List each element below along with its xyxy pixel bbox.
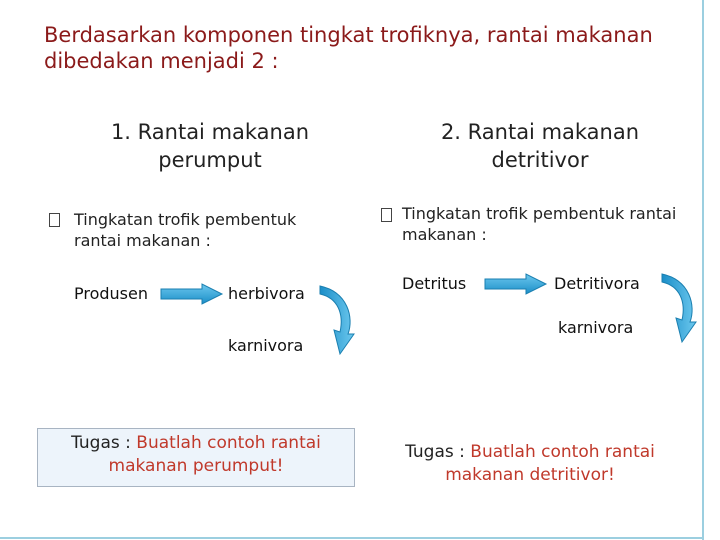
- task-text-detritivor: [380, 441, 680, 487]
- term-detritivora: Detritivora: [554, 274, 640, 293]
- bullet-icon: [49, 213, 60, 227]
- task-highlight-text: Buatlah contoh rantai makanan perumput!: [108, 433, 321, 476]
- heading-rantai-detritivor: 2. Rantai makanan detritivor: [440, 120, 640, 172]
- slide-border-right: [702, 0, 704, 540]
- heading-rantai-perumput: 1. Rantai makanan perumput: [110, 120, 310, 172]
- curved-arrow-icon: [660, 272, 702, 344]
- task-label: Tugas :: [405, 442, 471, 462]
- slide-title: Berdasarkan komponen tingkat trofiknya, rantai makanan dibedakan menjadi 2 :: [44, 23, 653, 73]
- task-highlight-text: Buatlah contoh rantai makanan detritivor!: [445, 442, 655, 485]
- task-label: Tugas :: [71, 433, 137, 453]
- term-herbivora: herbivora: [228, 284, 305, 303]
- right-arrow-icon: [160, 283, 224, 305]
- slide-border-bottom: [0, 537, 704, 539]
- curved-arrow-icon: [318, 284, 360, 356]
- term-produsen: Produsen: [74, 284, 148, 303]
- bullet-icon: [381, 208, 392, 222]
- term-karnivora-perumput: karnivora: [228, 336, 304, 355]
- term-detritus: Detritus: [402, 274, 467, 293]
- right-arrow-icon: [484, 273, 548, 295]
- term-karnivora-detritivor: karnivora: [558, 318, 634, 337]
- bullet-text-perumput: Tingkatan trofik pembentuk rantai makanan :: [74, 210, 297, 250]
- bullet-text-detritivor: Tingkatan trofik pembentuk rantai makanan :: [402, 204, 677, 244]
- task-box-perumput: [37, 428, 355, 487]
